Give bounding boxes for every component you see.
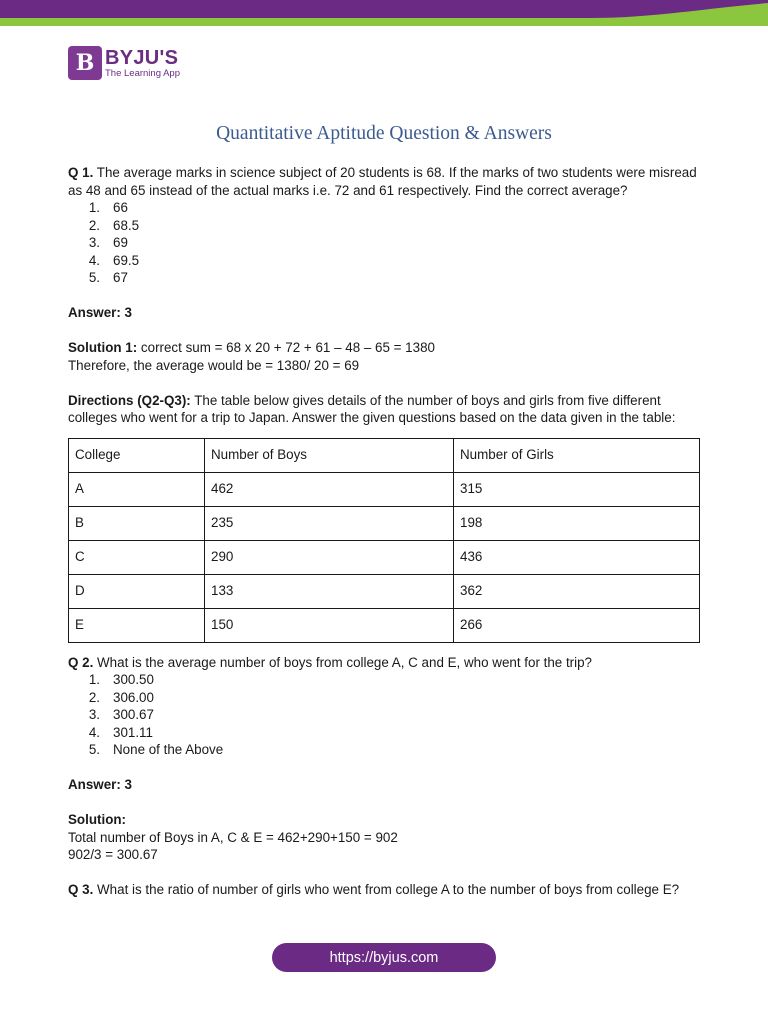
byjus-logo: [68, 46, 180, 80]
option-item: 2. 68.5: [88, 217, 140, 233]
directions-text: The table below gives details of the number of boys and girls from five different colleges who went for a trip to Japan. Answer the given questions based on the data given in the table:: [68, 392, 676, 425]
option-item: 5. 67: [88, 270, 128, 285]
question-2-solution-line1: Total number of Boys in A, C & E = 462+290+150 = 902: [68, 829, 398, 845]
question-1-options: [68, 199, 708, 287]
table-header-row: [69, 438, 700, 472]
question-1-text: The average marks in science subject of 20 students is 68. If the marks of two students were misread as 48 and 65 instead of the actual marks i.e. 72 and 61 respectively. Find the correct average?: [68, 165, 697, 198]
option-item: 4. 301.11: [88, 724, 153, 740]
table-cell: E: [69, 608, 205, 642]
solution-label: Solution 1:: [68, 340, 138, 355]
question-2-label: Q 2.: [68, 654, 94, 670]
table-cell: 462: [205, 472, 454, 506]
option-item: 3. 69: [88, 235, 128, 250]
table-cell: 315: [454, 472, 700, 506]
question-3-label: Q 3.: [68, 882, 94, 897]
question-3-text: What is the ratio of number of girls who went from college A to the number of boys from college E?: [97, 882, 680, 897]
question-2-solution-label: Solution:: [68, 812, 127, 827]
table-row: [69, 540, 700, 574]
logo-icon: B: [68, 46, 102, 80]
option-item: 1. 300.50: [88, 672, 154, 687]
table-cell: 133: [205, 574, 454, 608]
table-cell: 266: [454, 608, 700, 642]
table-header-cell: Number of Girls: [454, 438, 700, 472]
table-cell: 436: [454, 540, 700, 574]
option-item: 4. 69.5: [88, 252, 140, 268]
table-cell: B: [69, 506, 205, 540]
directions: [68, 392, 708, 427]
question-3: [68, 881, 708, 899]
table-row: [69, 574, 700, 608]
question-2-solution-line2: 902/3 = 300.67: [68, 847, 158, 862]
question-1-answer: Answer: 3: [68, 305, 132, 320]
table-cell: A: [69, 472, 205, 506]
question-1-solution-line2: Therefore, the average would be = 1380/ 20 = 69: [68, 357, 360, 373]
logo-tagline: The Learning App: [105, 67, 181, 79]
table-row: [69, 506, 700, 540]
table-row: [69, 608, 700, 642]
logo-name: BYJU'S: [105, 46, 179, 69]
table-cell: D: [69, 574, 205, 608]
table-header-cell: Number of Boys: [205, 438, 454, 472]
table-cell: 290: [205, 540, 454, 574]
document-title: Quantitative Aptitude Question & Answers: [216, 123, 552, 144]
option-item: 2. 306.00: [88, 689, 154, 705]
question-2: [68, 654, 708, 672]
table-cell: 235: [205, 506, 454, 540]
table-cell: C: [69, 540, 205, 574]
document-body: [68, 164, 708, 899]
table-cell: 362: [454, 574, 700, 608]
question-1-solution: [68, 339, 708, 357]
question-2-answer: Answer: 3: [68, 777, 132, 792]
directions-label: Directions (Q2-Q3):: [68, 392, 191, 408]
table-cell: 150: [205, 608, 454, 642]
question-2-options: [68, 671, 708, 759]
footer-url-link[interactable]: https://byjus.com: [272, 943, 496, 972]
college-data-table: [68, 438, 700, 643]
table-row: [69, 472, 700, 506]
option-item: 5. None of the Above: [88, 742, 224, 757]
question-2-text: What is the average number of boys from college A, C and E, who went for the trip?: [97, 654, 593, 670]
question-1: [68, 164, 708, 199]
option-item: 1. 66: [88, 200, 128, 215]
table-cell: 198: [454, 506, 700, 540]
option-item: 3. 300.67: [88, 707, 154, 722]
question-1-label: Q 1.: [68, 165, 94, 180]
table-header-cell: College: [69, 438, 205, 472]
solution-text: correct sum = 68 x 20 + 72 + 61 – 48 – 65 = 1380: [140, 340, 435, 355]
top-decorative-band: [0, 0, 768, 26]
